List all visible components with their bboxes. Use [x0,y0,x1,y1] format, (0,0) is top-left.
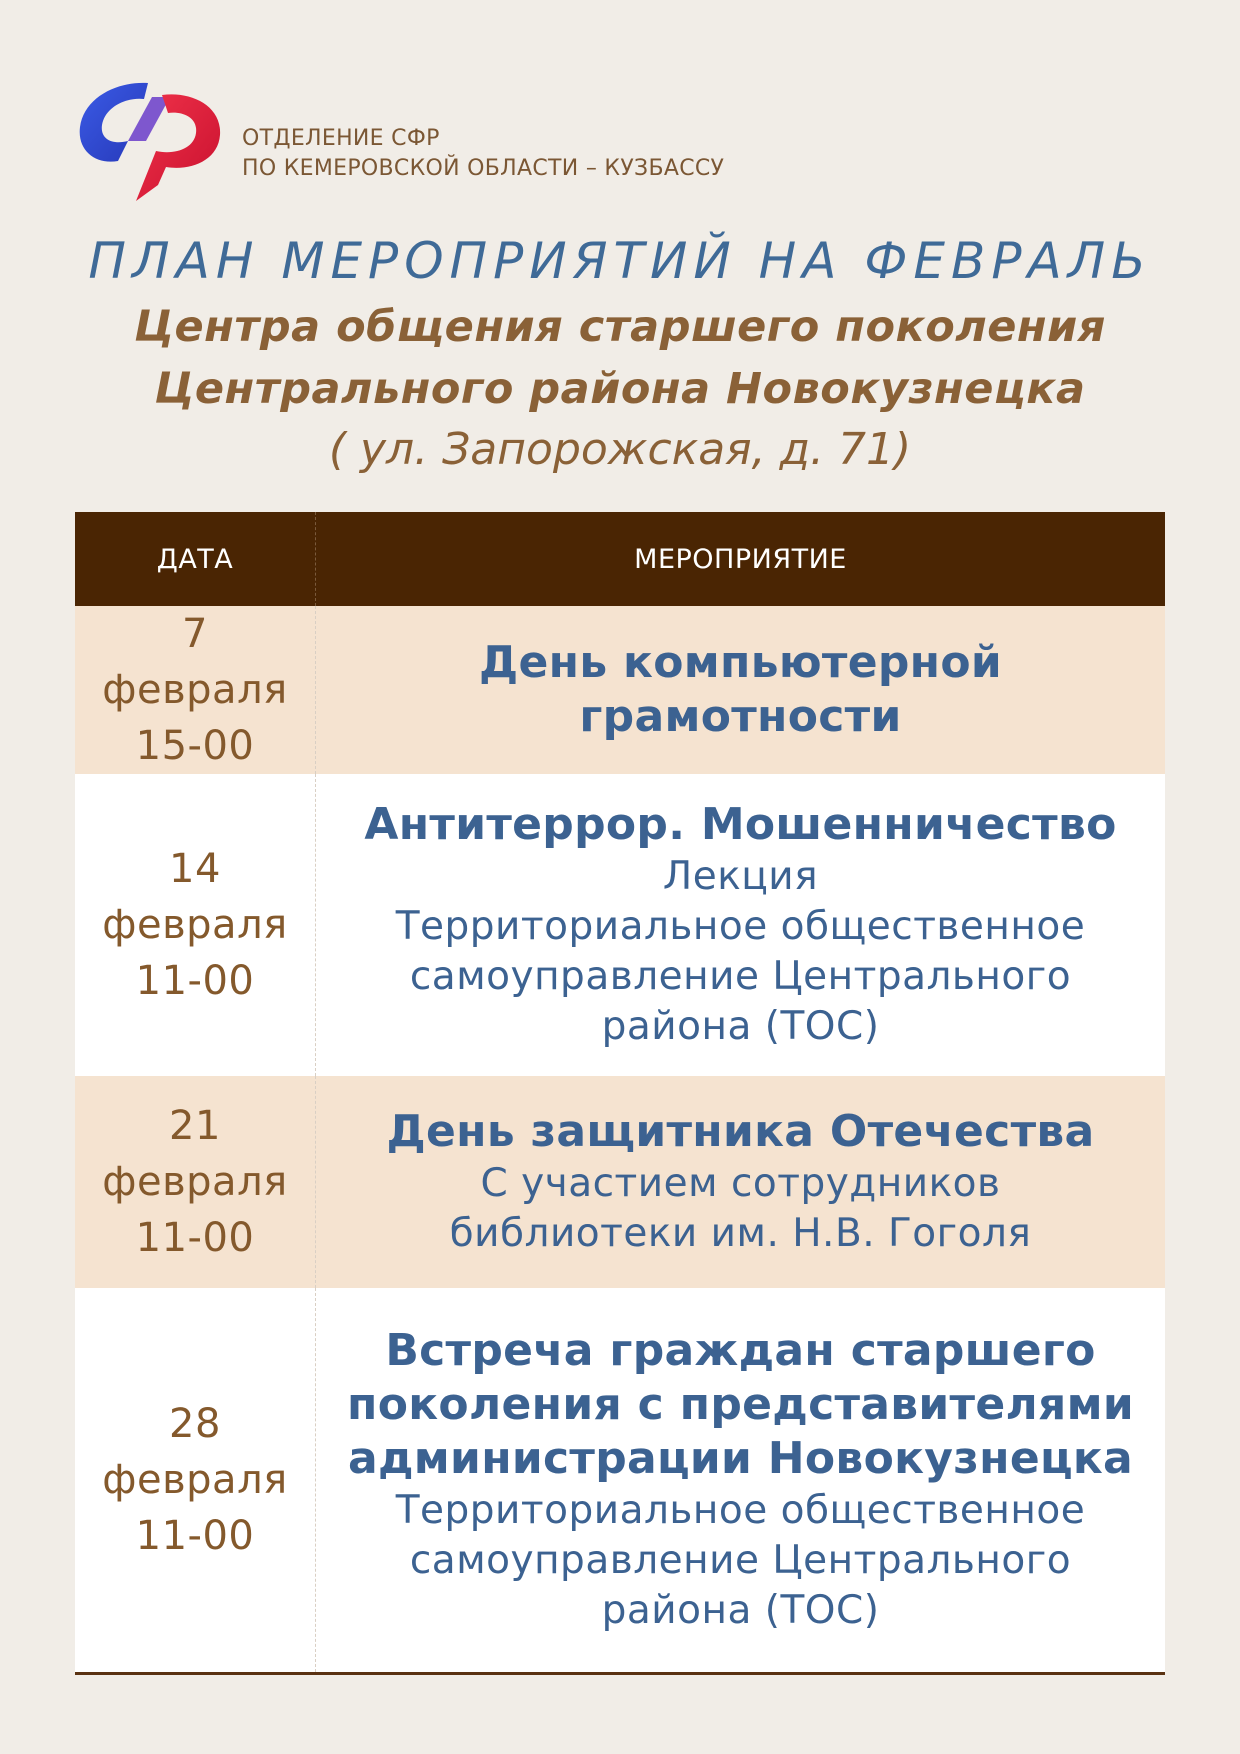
event-detail: библиотеки им. Н.В. Гоголя [449,1211,1032,1256]
subtitle-line1: Центра общения старшего поколения [134,302,1106,352]
date-month: февраля [102,1457,288,1503]
table-row [75,774,1165,1076]
table-row [75,606,1165,774]
date-day: 21 [169,1103,221,1149]
event-title: Встреча граждан старшего [385,1325,1096,1376]
date-time: 11-00 [135,1215,255,1261]
row-event [316,1076,1165,1288]
date-month: февраля [102,902,288,948]
event-detail: С участием сотрудников [480,1161,1001,1206]
date-day: 7 [182,611,208,657]
date-time: 11-00 [135,958,255,1004]
row-date [75,606,316,774]
plan-title: ПЛАН МЕРОПРИЯТИЙ НА ФЕВРАЛЬ [88,232,1152,290]
row-date [75,1076,316,1288]
org-name-line2: ПО КЕМЕРОВСКОЙ ОБЛАСТИ – КУЗБАССУ [242,156,725,181]
event-title: администрации Новокузнецка [347,1433,1134,1484]
event-detail: Территориальное общественное [395,1488,1086,1533]
schedule-table [75,512,1165,1675]
event-detail: Лекция [662,854,819,899]
date-month: февраля [102,1159,288,1205]
event-title: поколения с представителями [347,1379,1134,1430]
event-title: День защитника Отечества [386,1106,1095,1157]
org-name-line1: ОТДЕЛЕНИЕ СФР [242,126,440,151]
event-title: День компьютерной [478,637,1003,688]
date-month: февраля [102,667,288,713]
title-block [0,226,1240,480]
header-date: ДАТА [75,512,316,606]
event-title: грамотности [579,691,902,742]
event-detail: самоуправление Центрального [409,954,1072,999]
row-date [75,774,316,1076]
table-row [75,1076,1165,1288]
table-row [75,1288,1165,1672]
date-day: 28 [169,1401,221,1447]
date-day: 14 [169,846,221,892]
event-detail: района (ТОС) [601,1588,880,1633]
event-detail: Территориальное общественное [395,904,1086,949]
event-detail: района (ТОС) [601,1004,880,1049]
table-header [75,512,1165,606]
row-date [75,1288,316,1672]
row-event [316,774,1165,1076]
sfr-logo-icon [70,75,230,205]
row-event [316,606,1165,774]
row-event [316,1288,1165,1672]
subtitle-line2: Центрального района Новокузнецка [154,364,1086,414]
event-detail: самоуправление Центрального [409,1538,1072,1583]
address: ( ул. Запорожская, д. 71) [328,424,912,475]
date-time: 11-00 [135,1513,255,1559]
date-time: 15-00 [135,723,255,769]
header-event: МЕРОПРИЯТИЕ [634,543,847,575]
event-title: Антитеррор. Мошенничество [364,799,1117,850]
org-name [242,124,724,184]
